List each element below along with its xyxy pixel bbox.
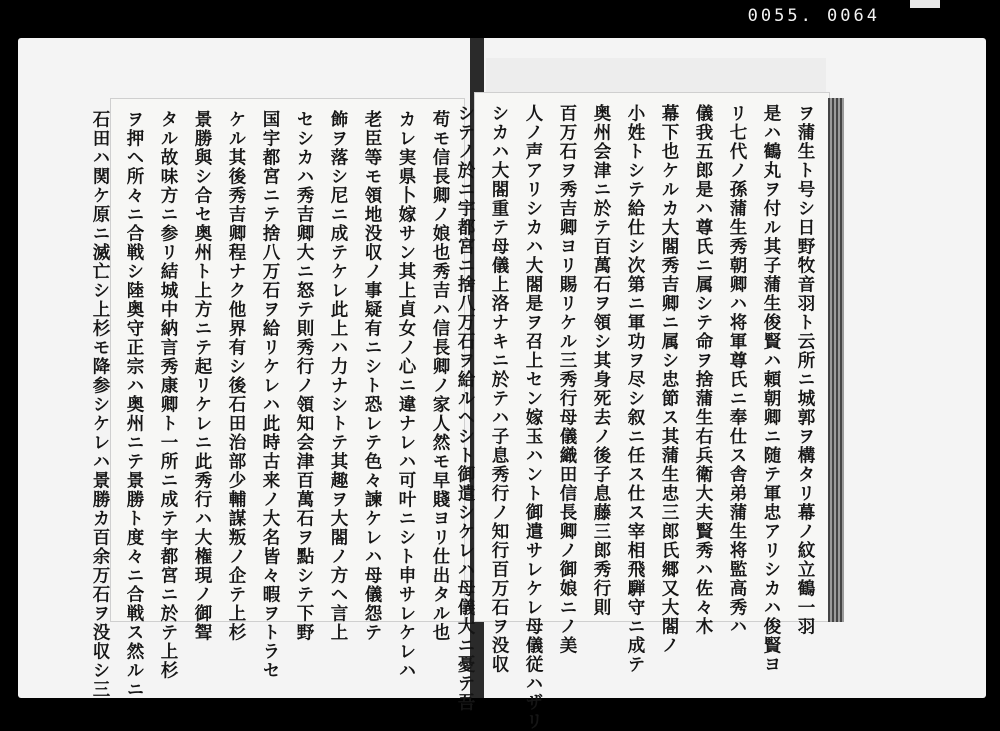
right-column-4: 儀我五郎是ハ尊氏ニ属シテ命ヲ捨蒲生右兵衛大夫賢秀ハ佐々木	[693, 104, 713, 636]
left-page	[90, 98, 465, 699]
left-column-3: 老臣等モ領地没収ノ事疑有ニシト恐レテ色々諫ケレハ母儀怨テ	[362, 110, 382, 642]
left-page-text	[90, 110, 457, 699]
right-column-2: 是ハ鶴丸ヲ付ル其子蒲生俊賢ハ頼朝卿ニ随テ軍忠アリシカハ俊賢ヨ	[761, 104, 781, 674]
left-column-7: ケル其後秀吉卿程ナク他界有シ後石田治部少輔謀叛ノ企テ上杉	[226, 110, 246, 642]
right-column-3: リ七代ノ孫蒲生秀朝卿ハ将軍尊氏ニ奉仕ス舎弟蒲生将監高秀ハ	[727, 104, 747, 636]
left-column-6: 国宇都宮ニテ捨八万石ヲ給リケレハ此時古来ノ大名皆々暇ヲトラセ	[260, 110, 280, 680]
left-column-9: タル故味方ニ参リ結城中納言秀康卿ト一所ニ成テ宇都宮ニ於テ上杉	[158, 110, 178, 680]
right-column-1: ヲ蒲生ト号シ日野牧音羽ト云所ニ城郭ヲ構タリ幕ノ紋立鶴一羽	[795, 104, 815, 636]
right-column-5: 幕下也ケルカ大閤秀吉卿ニ属シ忠節ス其蒲生忠三郎氏郷又大閤ノ	[659, 104, 679, 655]
right-column-11: シテノ於ニ宇都宮ニ捨八万石ヲ給ルヘシト御遣シケレハ母儀大ニ憂テ吾	[455, 104, 475, 712]
frame-id: 0055. 0064	[747, 6, 880, 26]
left-column-2: カレ実県卜嫁サン其上貞女ノ心ニ違ナレハ可叶ニシト申サレケレハ	[396, 110, 416, 680]
right-column-6: 小姓トシテ給仕シ次第ニ軍功ヲ尽シ叙ニ任ス仕ス宰相飛騨守ニ成テ	[625, 104, 645, 674]
right-page-text	[455, 104, 822, 731]
left-column-4: 飾ヲ落シ尼ニ成テケレ此上ハ力ナシトテ其趣ヲ大閤ノ方ヘ言上	[328, 110, 348, 642]
page-stack-edge	[828, 98, 844, 622]
right-column-10: シカハ大閤重テ母儀上洛ナキニ於テハ子息秀行ノ知行百万石ヲ没収	[489, 104, 509, 674]
left-column-10: ヲ押ヘ所々ニ合戦シ陸奥守正宗ハ奥州ニテ景勝ト度々ニ合戦ス然ルニ	[124, 110, 144, 699]
right-column-8: 百万石ヲ秀吉卿ヨリ賜リケル三秀行母儀織田信長卿ノ御娘ニノ美	[557, 104, 577, 655]
right-page	[455, 92, 830, 731]
right-column-7: 奥州会津ニ於テ百萬石ヲ領シ其身死去ノ後子息藤三郎秀行則	[591, 104, 611, 617]
frame-marker	[910, 0, 940, 8]
left-column-1: 苟モ信長卿ノ娘也秀吉ハ信長卿ノ家人然モ早賤ヨリ仕出タル也	[430, 110, 450, 642]
left-column-11: 石田ハ関ケ原ニ滅亡シ上杉モ降参シケレハ景勝カ百余万石ヲ没収シ三	[90, 110, 110, 699]
left-column-8: 景勝與シ合セ奥州ト上方ニテ起リケレニ此秀行ハ大権現ノ御聟	[192, 110, 212, 642]
right-column-9: 人ノ声アリシカハ大閤是ヲ召上セン嫁玉ハント御遣サレケレ母儀従ハザリ	[523, 104, 543, 731]
left-column-5: セシカハ秀吉卿大ニ怒テ則秀行ノ領知会津百萬石ヲ點シテ下野	[294, 110, 314, 642]
